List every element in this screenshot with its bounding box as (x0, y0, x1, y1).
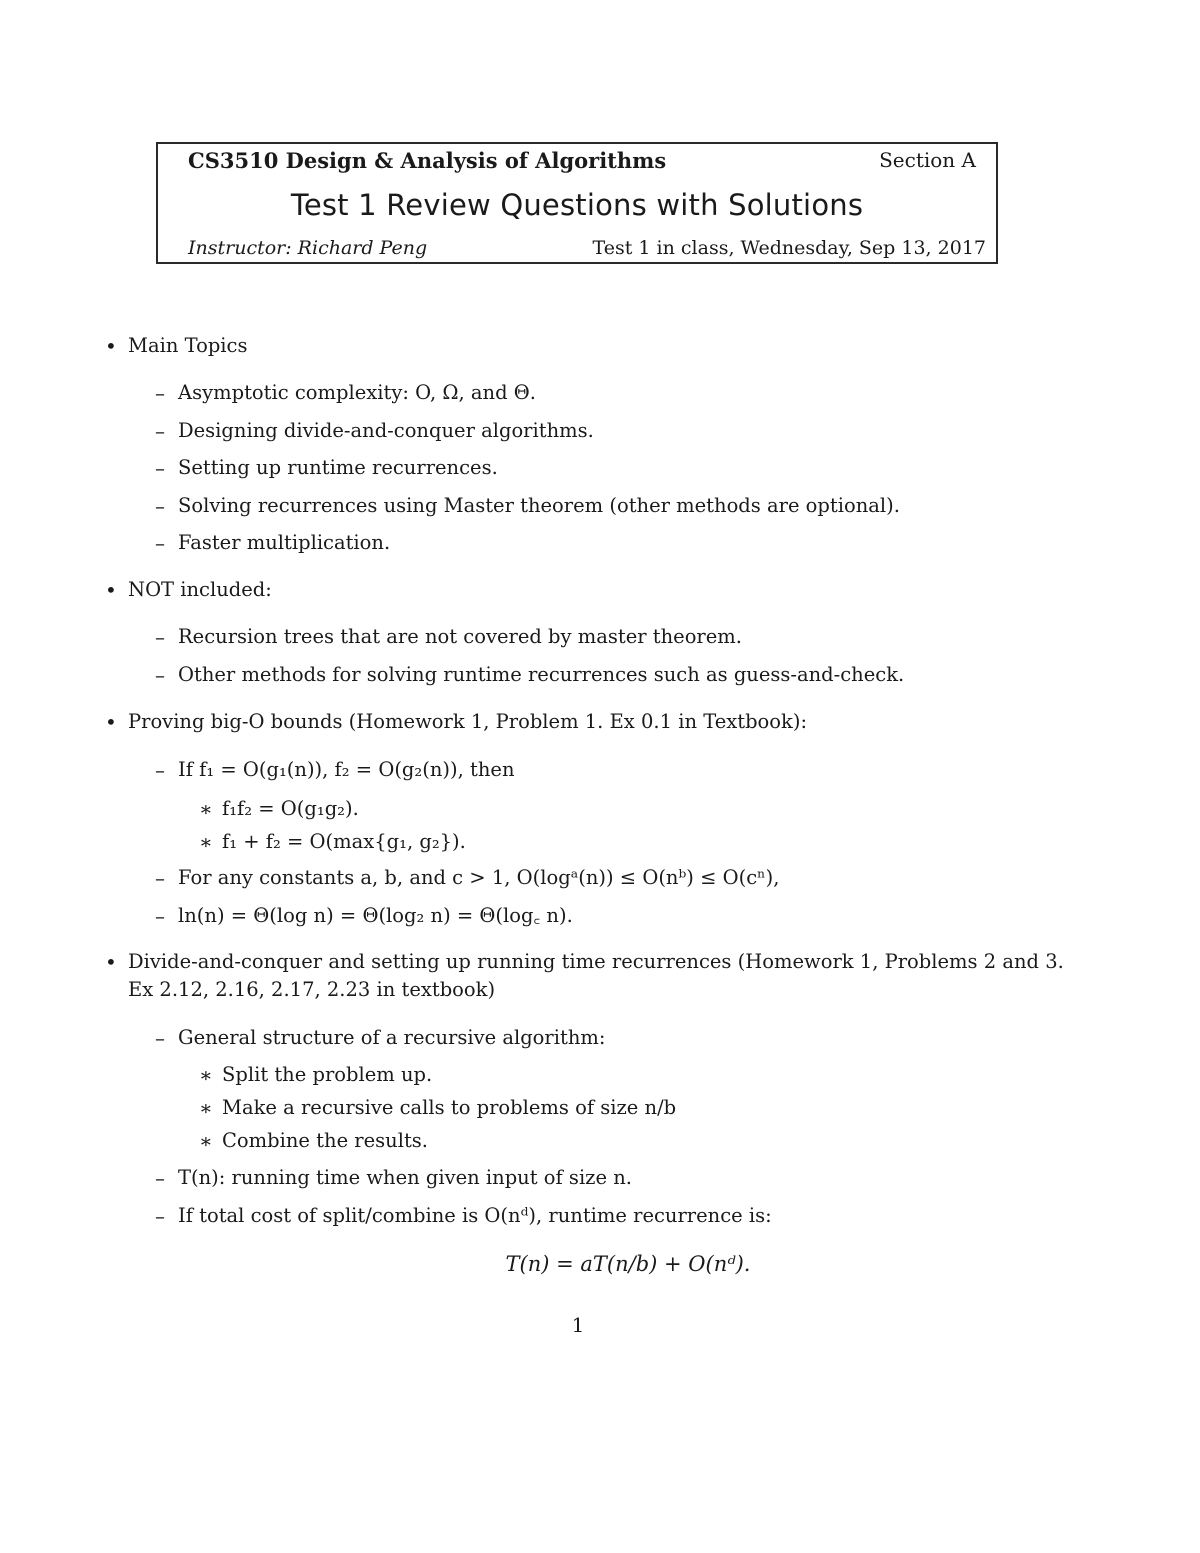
dash-marker: – (155, 866, 165, 890)
dash-marker: – (155, 531, 165, 555)
instructor-name: Instructor: Richard Peng (188, 237, 428, 259)
document-title: Test 1 Review Questions with Solutions (290, 188, 864, 222)
dash-marker: – (155, 494, 165, 518)
list-item: General structure of a recursive algorithm: (178, 1026, 606, 1049)
dash-marker: – (155, 1026, 165, 1050)
bullet-dot: • (105, 950, 117, 974)
list-subitem: f₁f₂ = O(g₁g₂). (222, 797, 359, 820)
dash-marker: – (155, 381, 165, 405)
section-label: Section A (879, 148, 976, 172)
star-marker: ∗ (199, 1096, 213, 1120)
dash-marker: – (155, 419, 165, 443)
test-date: Test 1 in class, Wednesday, Sep 13, 2017 (592, 237, 986, 259)
header-box (156, 142, 998, 264)
section-divide-and-conquer-cont: Ex 2.12, 2.16, 2.17, 2.23 in textbook) (128, 978, 496, 1001)
dash-marker: – (155, 1166, 165, 1190)
list-item: Asymptotic complexity: O, Ω, and Θ. (178, 381, 536, 404)
course-title: CS3510 Design & Analysis of Algorithms (188, 148, 667, 173)
page-number: 1 (571, 1313, 585, 1337)
list-item: Designing divide-and-conquer algorithms. (178, 419, 594, 442)
list-item: T(n): running time when given input of size n. (178, 1166, 632, 1189)
list-subitem: Make a recursive calls to problems of size n/b (222, 1096, 677, 1119)
section-not-included: NOT included: (128, 578, 272, 601)
dash-marker: – (155, 1204, 165, 1228)
list-item: Other methods for solving runtime recurrences such as guess-and-check. (178, 663, 905, 686)
recurrence-equation: T(n) = aT(n/b) + O(nᵈ). (505, 1252, 751, 1276)
star-marker: ∗ (199, 797, 213, 821)
list-subitem: Combine the results. (222, 1129, 429, 1152)
bullet-dot: • (105, 710, 117, 734)
dash-marker: – (155, 625, 165, 649)
star-marker: ∗ (199, 830, 213, 854)
list-item: If f₁ = O(g₁(n)), f₂ = O(g₂(n)), then (178, 758, 515, 781)
section-divide-and-conquer: Divide-and-conquer and setting up running time recurrences (Homework 1, Problems 2 and 3. (128, 950, 1064, 973)
bullet-dot: • (105, 578, 117, 602)
bullet-dot: • (105, 334, 117, 358)
dash-marker: – (155, 904, 165, 928)
section-big-o: Proving big-O bounds (Homework 1, Problem 1. Ex 0.1 in Textbook): (128, 710, 808, 733)
dash-marker: – (155, 758, 165, 782)
star-marker: ∗ (199, 1063, 213, 1087)
list-subitem: f₁ + f₂ = O(max{g₁, g₂}). (222, 830, 466, 853)
list-item: Faster multiplication. (178, 531, 391, 554)
list-item: Solving recurrences using Master theorem (other methods are optional). (178, 494, 900, 517)
list-item: If total cost of split/combine is O(nᵈ), runtime recurrence is: (178, 1204, 772, 1227)
dash-marker: – (155, 456, 165, 480)
section-main-topics: Main Topics (128, 334, 248, 357)
list-subitem: Split the problem up. (222, 1063, 433, 1086)
list-item: Recursion trees that are not covered by master theorem. (178, 625, 742, 648)
star-marker: ∗ (199, 1129, 213, 1153)
list-item: Setting up runtime recurrences. (178, 456, 498, 479)
list-item: For any constants a, b, and c > 1, O(logᵃ(n)) ≤ O(nᵇ) ≤ O(cⁿ), (178, 866, 780, 889)
list-item: ln(n) = Θ(log n) = Θ(log₂ n) = Θ(log꜀ n). (178, 904, 573, 927)
dash-marker: – (155, 663, 165, 687)
